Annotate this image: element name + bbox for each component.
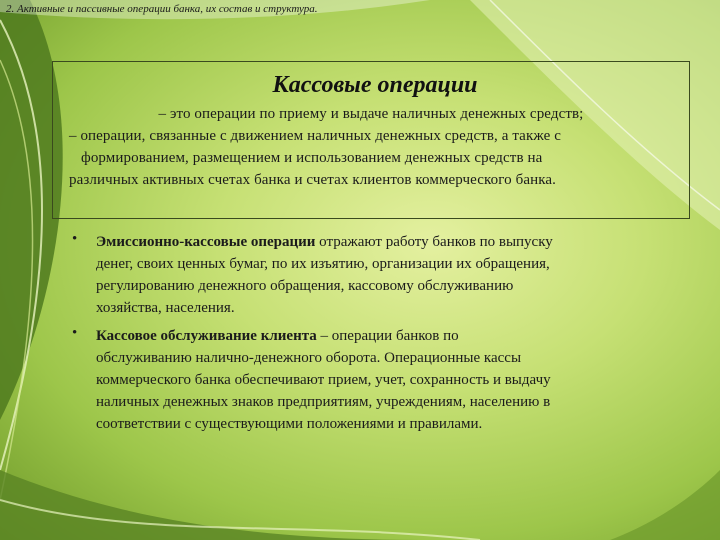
bullet-line: соответствии с существующими положениями и правилами.	[96, 416, 483, 432]
definition-line: – это операции по приему и выдаче наличных денежных средств;	[158, 106, 584, 122]
bullet-item-cash-service	[72, 325, 682, 435]
bullet-line	[96, 231, 682, 253]
definition-line: формированием, размещением и использованием денежных средств на	[81, 150, 543, 166]
definition-title: Кассовые операции	[272, 72, 478, 98]
bullet-line: хозяйства, населения.	[96, 300, 235, 316]
bullet-line: коммерческого банка обеспечивают прием, учет, сохранность и выдачу	[96, 372, 551, 388]
bullet-marker: •	[72, 325, 78, 341]
bullet-text: отражают работу банков по выпуску	[315, 234, 553, 250]
bullet-line: наличных денежных знаков предприятиям, учреждениям, населению в	[96, 394, 551, 410]
bullet-list	[72, 231, 682, 441]
definition-line: различных активных счетах банка и счетах клиентов коммерческого банка.	[69, 172, 556, 188]
page-header: 2. Активные и пассивные операции банка, их состав и структура.	[6, 3, 318, 15]
bullet-item-emission	[72, 231, 682, 319]
bullet-line: денег, своих ценных бумаг, по их изъятию, организации их обращения,	[96, 256, 550, 272]
definition-box	[52, 61, 690, 219]
bullet-line	[96, 325, 682, 347]
bullet-marker: •	[72, 231, 78, 247]
bullet-line: регулированию денежного обращения, кассовому обслуживанию	[96, 278, 514, 294]
bullet-line: обслуживанию налично-денежного оборота. Операционные кассы	[96, 350, 522, 366]
bullet-term: Кассовое обслуживание клиента	[96, 328, 317, 344]
bullet-text: – операции банков по	[316, 328, 459, 344]
bullet-term: Эмиссионно-кассовые операции	[96, 234, 316, 250]
definition-line: – операции, связанные с движением наличных денежных средств, а также с	[69, 128, 561, 144]
